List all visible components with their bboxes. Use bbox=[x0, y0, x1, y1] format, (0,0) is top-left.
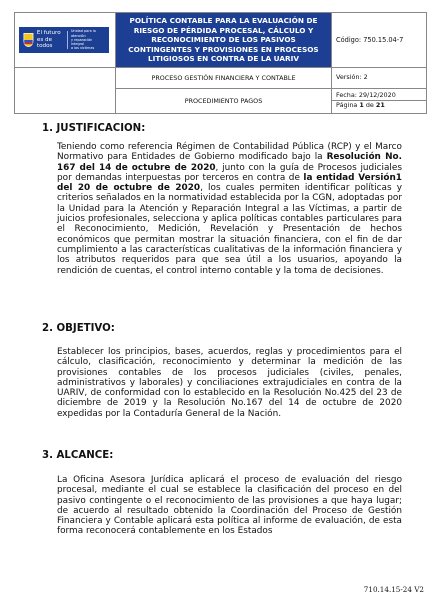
logo-cell-empty bbox=[15, 67, 116, 113]
colombia-shield-icon bbox=[23, 31, 34, 49]
logo-sub-text: Unidad para la atención y reparación integral a las víctimas bbox=[70, 29, 96, 51]
document-date: Fecha: 29/12/2020 bbox=[336, 91, 396, 100]
page-of: de bbox=[365, 101, 374, 110]
section-paragraph-objetivo bbox=[57, 347, 402, 419]
document-header-table bbox=[14, 12, 427, 114]
text-run: , los cuales permiten identificar políticas y criterios señalados en la normatividad establecida por la CGN, adoptadas por la Unidad para la Atención y Reparación Integral a las Víctimas, a partir de juicios profesionales, selecciona y aplica políticas contables particulares para el Reconocimiento, Medición, Revelación y Presentación de hechos económicos que permitan mostrar la situación financiera, con el fin de dar cumplimiento a las características cualitativas de la información financiera y los atributos requeridos para que sea útil a los usuarios, apoyando la rendición de cuentas, el control interno contable y la toma de decisiones. bbox=[57, 183, 402, 276]
document-version: Versión: 2 bbox=[332, 67, 427, 88]
page-indicator bbox=[332, 100, 426, 110]
section-heading-alcance: 3. ALCANCE: bbox=[42, 450, 114, 461]
section-paragraph-alcance bbox=[57, 475, 402, 537]
document-title: POLÍTICA CONTABLE PARA LA EVALUACIÓN DE RIESGO DE PÉRDIDA PROCESAL, CÁLCULO Y RECONOCIMIENTO DE LOS PASIVOS CONTINGENTES Y PROVISIONES EN PROCESOS LITIGIOSOS EN CONTRA DE LA UARIV bbox=[116, 13, 332, 68]
section-heading-objetivo: 2. OBJETIVO: bbox=[42, 323, 115, 334]
bold-text-run: Resolución No. 167 del 14 de octubre de 2020 bbox=[57, 152, 402, 173]
text-run: , junto con la guía de Procesos judiciales por demandas interpuestas por terceros en contra de bbox=[57, 162, 402, 183]
section-heading-justificacion: 1. JUSTIFICACION: bbox=[42, 123, 146, 134]
text-run: Establecer los principios, bases, acuerdos, reglas y procedimientos para el cálculo, clasificación, reconocimiento y determinar la medición de las provisiones contables de los procesos judiciales (civiles, penales, administrativos y laborales) y conciliaciones extrajudiciales en contra de la UARIV, de conformidad con lo establecido en la Resolución No.425 del 23 de diciembre de 2019 y la Resolución No.167 del 14 de octubre de 2020 expedidas por la Contaduría General de la Nación. bbox=[57, 347, 402, 419]
bold-text-run: la entidad Versión1 del 20 de octubre de 2020 bbox=[57, 172, 402, 194]
text-run: La Oficina Asesora Jurídica aplicará el proceso de evaluación del riesgo procesal, mediante el cual se establece la clasificación del proceso en del pasivo contingente o el reconocimiento de las provisiones a que haya lugar; de acuerdo al resultado obtenido la Coordinación del Proceso de Gestión Financiera y Contable aplicará esta política al informe de evaluación, de esta forma reconocerá contablemente en los Estados bbox=[57, 475, 402, 537]
document-code: Código: 750.15.04-7 bbox=[332, 13, 427, 68]
page-total: 21 bbox=[375, 101, 385, 110]
page-label: Página bbox=[336, 101, 358, 110]
process-name: PROCESO GESTIÓN FINANCIERA Y CONTABLE bbox=[116, 67, 332, 88]
date-page-cell bbox=[332, 88, 427, 113]
logo-cell bbox=[15, 13, 116, 68]
logo-main-text: El futuro es de todos bbox=[36, 30, 61, 50]
page-number: 1 bbox=[359, 101, 364, 110]
procedure-name: PROCEDIMIENTO PAGOS bbox=[116, 88, 332, 113]
text-run: Teniendo como referencia Régimen de Contabilidad Pública (RCP) y el Marco Normativo para Entidades de Gobierno modificado bajo la bbox=[57, 142, 402, 163]
footer-form-code: 710.14.15-24 V2 bbox=[363, 585, 424, 594]
government-logo bbox=[19, 27, 109, 53]
logo-separator bbox=[67, 31, 68, 49]
section-paragraph-justificacion bbox=[57, 142, 402, 276]
